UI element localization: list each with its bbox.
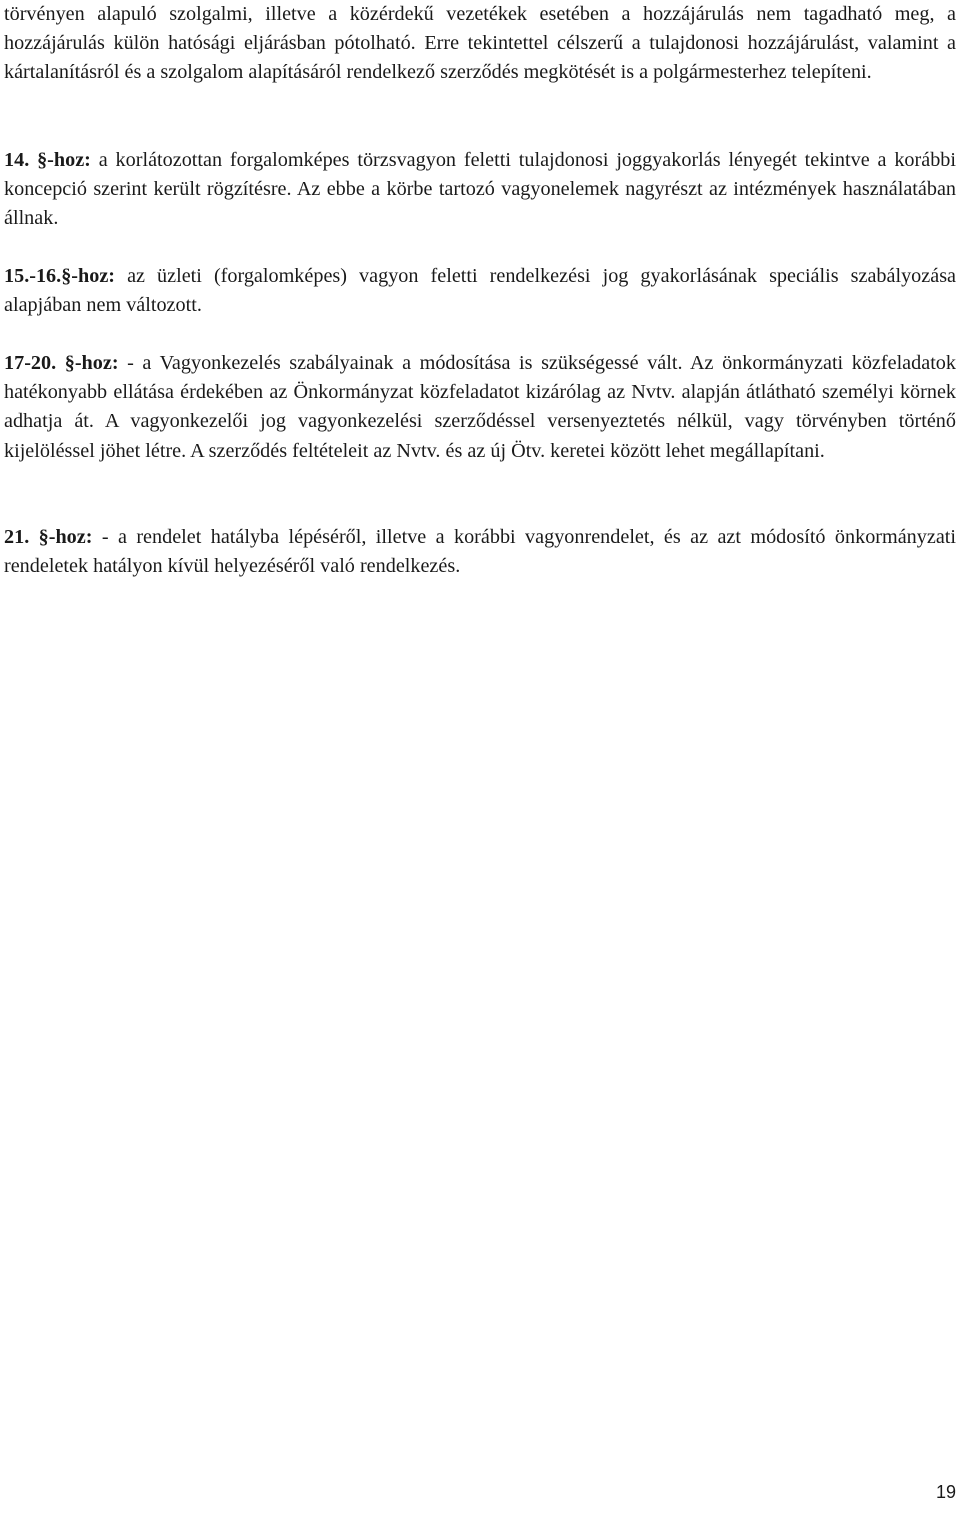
- section-17-20-text: - a Vagyonkezelés szabályainak a módosítása is szükségessé vált. Az önkormányzati közfeladatok hatékonyabb ellátása érdekében az Önkormányzat közfeladatot kizárólag az Nvtv. alapján átlátható személyi körnek adhatja át. A vagyonkezelői jog vagyonkezelési szerződéssel versenyeztetés nélkül, vagy törvényben történő kijelöléssel jöhet létre. A szerződés feltételeit az Nvtv. és az új Ötv. keretei között lehet megállapítani.: [4, 352, 956, 462]
- section-21-text: - a rendelet hatályba lépéséről, illetve a korábbi vagyonrendelet, és az azt módosító önkormányzati rendeletek hatályon kívül helyezéséről való rendelkezés.: [4, 526, 957, 578]
- section-17-20-label: 17-20. §-hoz:: [4, 352, 119, 374]
- section-15-16-label: 15.-16.§-hoz:: [4, 265, 116, 287]
- page-number: 19: [935, 1482, 956, 1502]
- section-14-label: 14. §-hoz:: [4, 149, 91, 171]
- section-15-16-text: az üzleti (forgalomképes) vagyon feletti rendelkezési jog gyakorlásának speciális szabályozása alapjában nem változott.: [4, 265, 957, 317]
- paragraph-section-17-20: [4, 349, 956, 466]
- section-21-label: 21. §-hoz:: [4, 526, 93, 548]
- paragraph-intro: [4, 0, 956, 88]
- paragraph-section-15-16: [4, 262, 956, 320]
- paragraph-intro-text: törvényen alapuló szolgalmi, illetve a közérdekű vezetékek esetében a hozzájárulás nem tagadható meg, a hozzájárulás külön hatósági eljárásban pótolható. Erre tekintettel célszerű a tulajdonosi hozzájárulást, valamint a kártalanításról és a szolgalom alapításáról rendelkező szerződés megkötését is a polgármesterhez telepíteni.: [4, 3, 956, 84]
- paragraph-section-14: [4, 146, 956, 234]
- section-14-text: a korlátozottan forgalomképes törzsvagyon feletti tulajdonosi joggyakorlás lényegét tekintve a korábbi koncepció szerint került rögzítésre. Az ebbe a körbe tartozó vagyonelemek nagyrészt az intézmények használatában állnak.: [4, 149, 956, 230]
- paragraph-section-21: [4, 523, 956, 581]
